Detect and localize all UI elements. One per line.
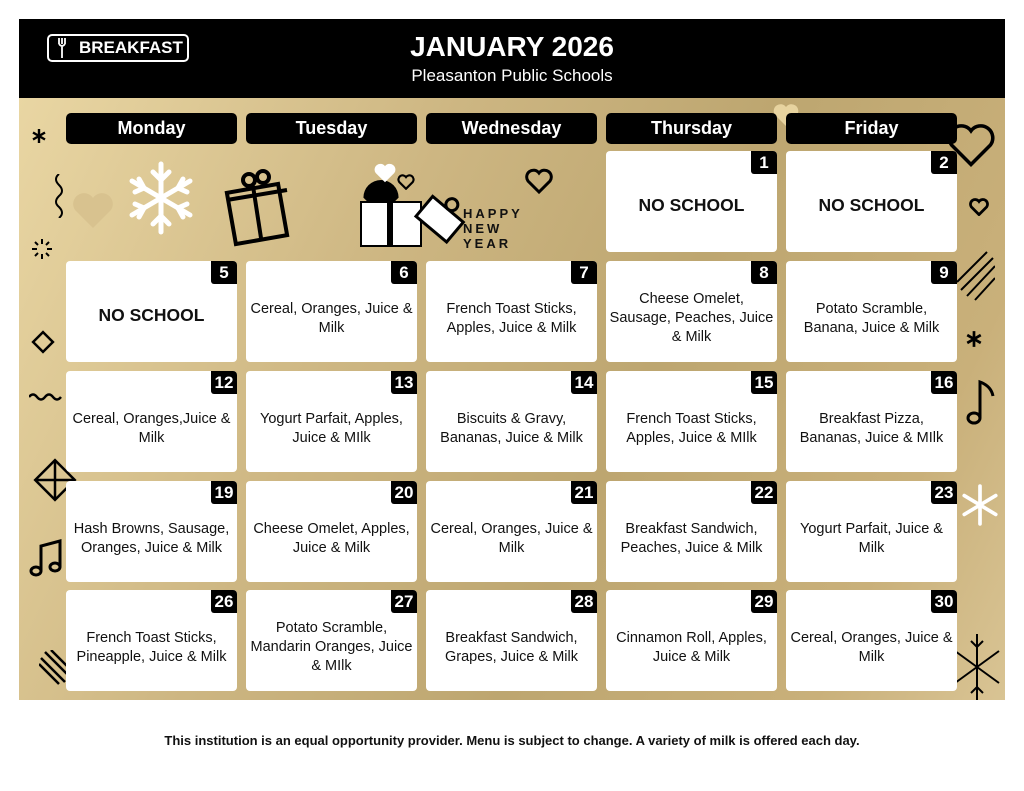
day-number: 26 bbox=[211, 590, 237, 613]
happy-new-year-text: HAPPY NEW YEAR bbox=[463, 206, 523, 251]
menu-text: Potato Scramble, Banana, Juice & Milk bbox=[803, 300, 940, 336]
star-icon bbox=[31, 128, 47, 144]
squiggle-icon bbox=[53, 174, 65, 218]
music-note-icon bbox=[29, 538, 63, 578]
day-cell bbox=[606, 590, 777, 691]
no-school-label: NO SCHOOL bbox=[98, 305, 205, 325]
weekday-header-monday: Monday bbox=[66, 113, 237, 144]
day-number: 5 bbox=[211, 261, 237, 284]
menu-text: Cheese Omelet, Sausage, Peaches, Juice & Milk bbox=[609, 291, 774, 345]
menu-text: Cheese Omelet, Apples, Juice & Milk bbox=[253, 520, 410, 556]
menu-text: Breakfast Sandwich, Grapes, Juice & Milk bbox=[445, 629, 578, 665]
starburst-icon bbox=[31, 238, 53, 260]
day-number: 19 bbox=[211, 481, 237, 504]
day-cell bbox=[246, 261, 417, 362]
menu-calendar-page bbox=[19, 19, 1005, 781]
menu-text: Breakfast Pizza, Bananas, Juice & MIlk bbox=[799, 410, 944, 446]
day-cell bbox=[66, 481, 237, 582]
heart-icon bbox=[969, 198, 989, 216]
day-number: 14 bbox=[571, 371, 597, 394]
day-cell bbox=[606, 151, 777, 252]
day-cell bbox=[66, 261, 237, 362]
day-number: 12 bbox=[211, 371, 237, 394]
footer-disclaimer: This institution is an equal opportunity provider. Menu is subject to change. A variety of milk is offered each day. bbox=[164, 733, 860, 748]
heart-icon bbox=[397, 174, 415, 190]
menu-text: Biscuits & Gravy, Bananas, Juice & Milk bbox=[440, 410, 583, 446]
menu-text: French Toast Sticks, Pineapple, Juice & Milk bbox=[76, 629, 227, 665]
day-number: 27 bbox=[391, 590, 417, 613]
day-cell bbox=[786, 481, 957, 582]
day-number: 15 bbox=[751, 371, 777, 394]
wave-icon bbox=[29, 392, 63, 402]
menu-text: Cereal, Oranges, Juice & Milk bbox=[250, 300, 413, 336]
no-school-label: NO SCHOOL bbox=[818, 195, 925, 215]
day-cell bbox=[786, 371, 957, 472]
day-cell bbox=[66, 590, 237, 691]
star-icon bbox=[965, 330, 983, 348]
day-cell bbox=[786, 590, 957, 691]
day-cell bbox=[246, 481, 417, 582]
day-number: 16 bbox=[931, 371, 957, 394]
day-number: 8 bbox=[751, 261, 777, 284]
no-school-label: NO SCHOOL bbox=[638, 195, 745, 215]
day-cell bbox=[426, 481, 597, 582]
snowflake-icon bbox=[123, 160, 199, 236]
day-number: 9 bbox=[931, 261, 957, 284]
menu-text: French Toast Sticks, Apples, Juice & MIlk bbox=[626, 410, 757, 446]
day-cell bbox=[426, 261, 597, 362]
weekday-header-thursday: Thursday bbox=[606, 113, 777, 144]
music-note-icon bbox=[965, 378, 999, 428]
heart-icon bbox=[373, 162, 397, 184]
heart-icon bbox=[71, 190, 115, 230]
menu-text: Yogurt Parfait, Juice & Milk bbox=[800, 520, 943, 556]
menu-text: Potato Scramble, Mandarin Oranges, Juice & MIlk bbox=[250, 620, 413, 674]
day-number: 30 bbox=[931, 590, 957, 613]
day-cell bbox=[786, 261, 957, 362]
menu-text: French Toast Sticks, Apples, Juice & Milk bbox=[446, 300, 577, 336]
day-number: 21 bbox=[571, 481, 597, 504]
diamond-icon bbox=[31, 330, 55, 354]
menu-text: Yogurt Parfait, Apples, Juice & MIlk bbox=[260, 410, 403, 446]
day-cell bbox=[426, 371, 597, 472]
header-bar bbox=[19, 19, 1005, 98]
menu-text: Cereal, Oranges,Juice & Milk bbox=[72, 410, 231, 446]
badge-label: BREAKFAST bbox=[79, 38, 183, 57]
day-number: 7 bbox=[571, 261, 597, 284]
menu-text: Breakfast Sandwich, Peaches, Juice & Milk bbox=[620, 520, 763, 556]
day-cell bbox=[66, 371, 237, 472]
stripes-icon bbox=[953, 242, 995, 302]
day-number: 13 bbox=[391, 371, 417, 394]
day-cell bbox=[606, 261, 777, 362]
menu-text: Cereal, Oranges, Juice & Milk bbox=[430, 520, 593, 556]
day-number: 29 bbox=[751, 590, 777, 613]
day-number: 1 bbox=[751, 151, 777, 174]
weekday-header-tuesday: Tuesday bbox=[246, 113, 417, 144]
day-cell bbox=[426, 590, 597, 691]
day-number: 6 bbox=[391, 261, 417, 284]
snowflake-icon bbox=[959, 484, 1001, 526]
page-subtitle: Pleasanton Public Schools bbox=[411, 66, 613, 85]
snowflake-icon bbox=[953, 632, 1001, 702]
day-cell bbox=[606, 371, 777, 472]
day-cell bbox=[786, 151, 957, 252]
footer bbox=[19, 700, 1005, 781]
day-cell bbox=[246, 590, 417, 691]
heart-icon bbox=[525, 168, 553, 194]
day-cell bbox=[246, 371, 417, 472]
day-number: 20 bbox=[391, 481, 417, 504]
menu-text: Cereal, Oranges, Juice & Milk bbox=[790, 629, 953, 665]
day-cell bbox=[606, 481, 777, 582]
menu-text: Cinnamon Roll, Apples, Juice & Milk bbox=[616, 629, 767, 665]
day-number: 28 bbox=[571, 590, 597, 613]
gift-icon bbox=[219, 160, 309, 250]
weekday-header-friday: Friday bbox=[786, 113, 957, 144]
day-number: 2 bbox=[931, 151, 957, 174]
page-title: JANUARY 2026 bbox=[410, 31, 614, 62]
weekday-header-wednesday: Wednesday bbox=[426, 113, 597, 144]
day-number: 23 bbox=[931, 481, 957, 504]
menu-text: Hash Browns, Sausage, Oranges, Juice & Milk bbox=[73, 520, 230, 556]
day-number: 22 bbox=[751, 481, 777, 504]
